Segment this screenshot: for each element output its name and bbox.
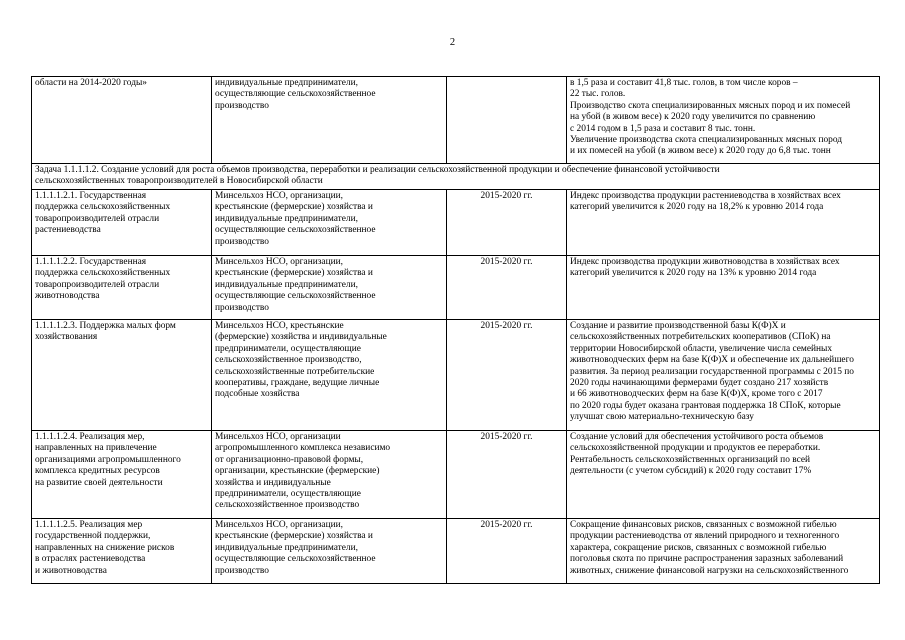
text-line: сельскохозяйственной продукции и продуктов ее переработки. [570, 443, 821, 454]
text-line: крестьянские (фермерские) хозяйства и [215, 268, 373, 279]
executors-cell [212, 320, 447, 431]
measure-cell [32, 190, 212, 256]
text-line: Задача 1.1.1.1.2. Создание условий для роста объемов производства, переработки и реализации сельскохозяйственной продукции и обеспечение финансовой устойчивости [35, 165, 720, 175]
text-line: улучшат свою материально-техническую базу [570, 412, 754, 423]
text-line: осуществляющие сельскохозяйственное [215, 89, 376, 100]
text-line: сельскохозяйственных товаропроизводителей в Новосибирской области [35, 176, 323, 187]
text-line: агропромышленного комплекса независимо [215, 443, 391, 454]
text-line: крестьянские (фермерские) хозяйства и [215, 531, 373, 542]
text-line: категорий увеличится к 2020 году на 13% к уровню 2014 года [570, 268, 817, 279]
text-line: животноводства [35, 291, 100, 302]
table-row [32, 519, 880, 584]
table-row [32, 190, 880, 256]
text-line: по 2020 годы будет оказана грантовая поддержка 18 СПоК, которые [570, 400, 841, 411]
text-line: Минсельхоз НСО, организации, [215, 191, 343, 201]
text-line: и животноводства [35, 565, 107, 576]
text-line: 2020 годы начинающими фермерами будет создано 217 хозяйств [570, 378, 829, 389]
text-line: (фермерские) хозяйства и индивидуальные [215, 332, 387, 343]
text-line: товаропроизводителей отрасли [35, 213, 160, 224]
text-line: 2015-2020 гг. [480, 520, 533, 530]
text-line: поддержка сельскохозяйственных [35, 202, 171, 213]
text-line: предприниматели, осуществляющие [215, 343, 361, 354]
text-line: 1.1.1.1.2.2. Государственная [35, 257, 147, 267]
text-line: Увеличение производства скота специализированных мясных пород [570, 135, 843, 146]
text-line: Минсельхоз НСО, организации, [215, 520, 343, 530]
text-line: Индекс производства продукции животноводства в хозяйствах всех [570, 257, 840, 267]
text-line: Создание условий для обеспечения устойчивого роста объемов [570, 432, 824, 442]
table-row [32, 77, 880, 164]
text-line: сельскохозяйственное производство [215, 500, 360, 511]
text-line: комплекса кредитных ресурсов [35, 466, 160, 477]
text-line: индивидуальные предприниматели, [215, 78, 358, 88]
text-line: от организационно-правовой формы, [215, 454, 364, 465]
text-line: производство [215, 236, 269, 247]
text-line: направленных на снижение рисков [35, 542, 175, 553]
text-line: производство [215, 100, 269, 111]
text-line: и их помесей на убой (в живом весе) к 2020 году до 6,8 тыс. тонн [570, 146, 831, 157]
executors-cell [212, 77, 447, 164]
text-line: Производство скота специализированных мясных пород и их помесей [570, 100, 851, 111]
text-line: поголовья скота по причине распространения заразных заболеваний [570, 554, 844, 565]
text-line: осуществляющие сельскохозяйственное [215, 291, 376, 302]
period-cell [447, 519, 567, 584]
program-measures-table [31, 76, 880, 584]
text-line: хозяйства и индивидуальные [215, 477, 331, 488]
text-line: с 2014 годом в 1,5 раза и составит 8 тыс. тонн. [570, 123, 756, 134]
text-line: и 66 животноводческих ферм на базе К(Ф)Х, кроме того с 2017 [570, 389, 823, 400]
text-line: продукции растениеводства от явлений природного и техногенного [570, 531, 840, 542]
text-line: животных, снижение финансовой нагрузки на сельскохозяйственного [570, 565, 849, 576]
executors-cell [212, 190, 447, 256]
text-line: направленных на привлечение [35, 443, 157, 454]
text-line: государственной поддержки, [35, 531, 151, 542]
text-line: производство [215, 565, 269, 576]
text-line: сельскохозяйственных потребительских кооперативов (СПоК) на [570, 332, 831, 343]
period-cell [447, 77, 567, 164]
results-cell [567, 77, 880, 164]
table-row [32, 256, 880, 320]
text-line: Сокращение финансовых рисков, связанных с возможной гибелью [570, 520, 837, 530]
text-line: в 1,5 раза и составит 41,8 тыс. голов, в том числе коров – [570, 78, 798, 88]
text-line: осуществляющие сельскохозяйственное [215, 554, 376, 565]
text-line: Создание и развитие производственной базы К(Ф)Х и [570, 321, 786, 331]
text-line: деятельности (с учетом субсидий) к 2020 году составит 17% [570, 466, 812, 477]
text-line: крестьянские (фермерские) хозяйства и [215, 202, 373, 213]
text-line: на развитие своей деятельности [35, 477, 163, 488]
task-row [32, 164, 880, 190]
text-line: поддержка сельскохозяйственных [35, 268, 171, 279]
text-line: Минсельхоз НСО, организации, [215, 257, 343, 267]
text-line: организациями агропромышленного [35, 454, 181, 465]
period-cell [447, 431, 567, 519]
results-cell [567, 256, 880, 320]
measure-cell [32, 320, 212, 431]
measure-cell [32, 519, 212, 584]
text-line: индивидуальные предприниматели, [215, 213, 358, 224]
results-cell [567, 320, 880, 431]
text-line: на убой (в живом весе) к 2020 году увеличится по сравнению [570, 112, 816, 123]
text-line: животноводческих ферм на базе К(Ф)Х и обеспечение их дальнейшего [570, 355, 854, 366]
text-line: 2015-2020 гг. [480, 257, 533, 267]
text-line: сельскохозяйственное производство, [215, 355, 362, 366]
measure-cell [32, 431, 212, 519]
period-cell [447, 320, 567, 431]
text-line: производство [215, 302, 269, 313]
text-line: территории Новосибирской области, увеличение числа семейных [570, 343, 833, 354]
text-line: 2015-2020 гг. [480, 321, 533, 331]
executors-cell [212, 519, 447, 584]
text-line: категорий увеличится к 2020 году на 18,2% к уровню 2014 года [570, 202, 824, 213]
measure-cell [32, 256, 212, 320]
period-cell [447, 256, 567, 320]
text-line: товаропроизводителей отрасли [35, 279, 160, 290]
text-line: Минсельхоз НСО, крестьянские [215, 321, 344, 331]
text-line: Индекс производства продукции растениеводства в хозяйствах всех [570, 191, 841, 201]
task-heading [32, 164, 880, 190]
measure-cell [32, 77, 212, 164]
text-line: в отраслях растениеводства [35, 554, 146, 565]
text-line: Минсельхоз НСО, организации [215, 432, 341, 442]
results-cell [567, 519, 880, 584]
text-line: предприниматели, осуществляющие [215, 489, 361, 500]
executors-cell [212, 431, 447, 519]
text-line: 1.1.1.1.2.4. Реализация мер, [35, 432, 145, 442]
text-line: 1.1.1.1.2.3. Поддержка малых форм [35, 321, 176, 331]
text-line: развития. За период реализации государственной программы с 2015 по [570, 366, 854, 377]
text-line: растениеводства [35, 225, 101, 236]
results-cell [567, 431, 880, 519]
table-row [32, 320, 880, 431]
text-line: организации, крестьянские (фермерские) [215, 466, 380, 477]
text-line: характера, сокращение рисков, связанных с возможной гибелью [570, 542, 827, 553]
text-line: 1.1.1.1.2.1. Государственная [35, 191, 147, 201]
text-line: сельскохозяйственные потребительские [215, 366, 375, 377]
text-line: 2015-2020 гг. [480, 191, 533, 201]
page-number: 2 [449, 37, 456, 48]
text-line: области на 2014-2020 годы» [35, 78, 147, 88]
text-line: индивидуальные предприниматели, [215, 279, 358, 290]
text-line: хозяйствования [35, 332, 98, 343]
text-line: кооперативы, граждане, ведущие личные [215, 378, 380, 389]
text-line: 2015-2020 гг. [480, 432, 533, 442]
executors-cell [212, 256, 447, 320]
text-line: подсобные хозяйства [215, 389, 300, 400]
text-line: осуществляющие сельскохозяйственное [215, 225, 376, 236]
text-line: Рентабельность сельскохозяйственных организаций по всей [570, 454, 811, 465]
table-row [32, 431, 880, 519]
text-line: индивидуальные предприниматели, [215, 542, 358, 553]
text-line: 22 тыс. голов. [570, 89, 626, 100]
text-line: 1.1.1.1.2.5. Реализация мер [35, 520, 143, 530]
period-cell [447, 190, 567, 256]
results-cell [567, 190, 880, 256]
